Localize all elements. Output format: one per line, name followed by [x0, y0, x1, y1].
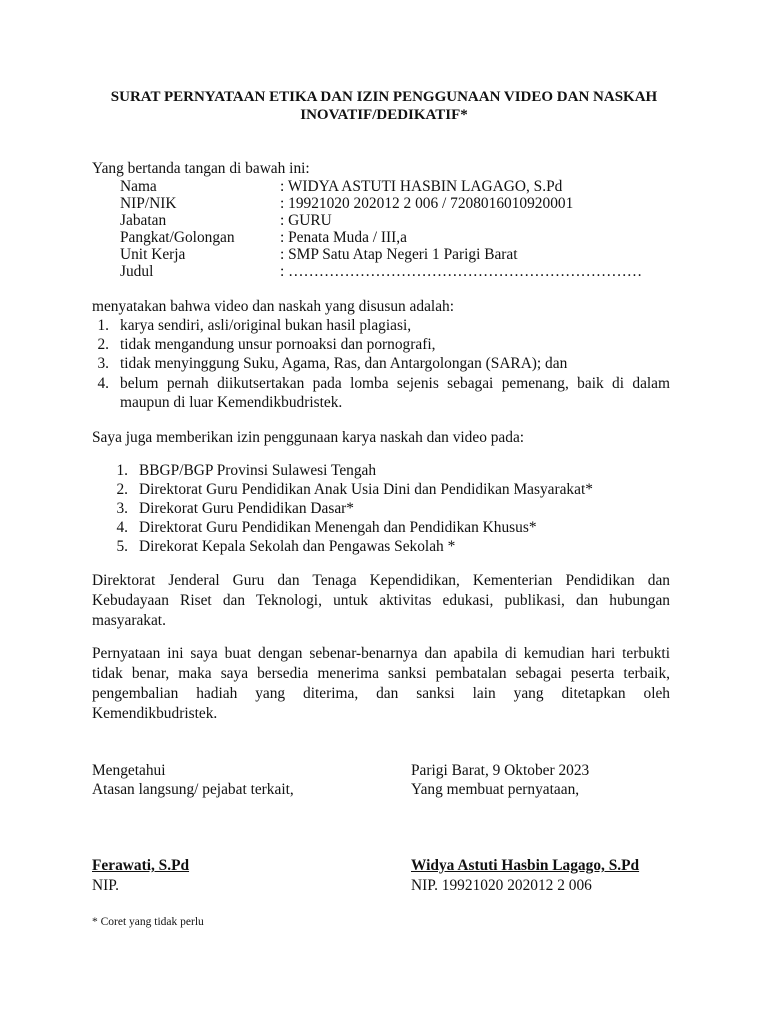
statement-item: tidak menyinggung Suku, Agama, Ras, dan Antargolongan (SARA); dan [120, 355, 568, 372]
recipient-item: Direkorat Guru Pendidikan Dasar* [139, 500, 354, 517]
statement-item-line-1: belum pernah diikutsertakan pada lomba sejenis sebagai pemenang, baik di dalam [120, 375, 670, 392]
recipient-item: BBGP/BGP Provinsi Sulawesi Tengah [139, 462, 377, 479]
statement-item-line-2: maupun di luar Kemendikbudristek. [120, 394, 343, 411]
identity-label-nama: Nama [120, 178, 157, 195]
paragraph-line: Kemendikbudristek. [92, 705, 218, 722]
identity-value-nip: : 19921020 202012 2 006 / 7208016010920001 [280, 195, 574, 212]
identity-value-jabatan: : GURU [280, 212, 332, 229]
statement-item: karya sendiri, asli/original bukan hasil plagiasi, [120, 317, 412, 334]
document-title [80, 88, 688, 124]
statement-number: 4. [97, 375, 109, 392]
recipient-number: 2. [116, 481, 128, 498]
signature-right-heading-1: Parigi Barat, 9 Oktober 2023 [411, 762, 590, 779]
paragraph-line: Direktorat Jenderal Guru dan Tenaga Kependidikan, Kementerian Pendidikan dan [92, 572, 670, 589]
identity-value-nama: : WIDYA ASTUTI HASBIN LAGAGO, S.Pd [280, 178, 563, 195]
identity-value-judul: : …………………………………………………………… [280, 263, 643, 280]
signature-left-name: Ferawati, S.Pd [92, 857, 190, 874]
identity-label-nip: NIP/NIK [120, 195, 177, 212]
statement-intro: menyatakan bahwa video dan naskah yang disusun adalah: [92, 298, 454, 315]
recipient-number: 1. [116, 462, 128, 479]
paragraph-line: Pernyataan ini saya buat dengan sebenar-benarnya dan apabila di kemudian hari terbukti [92, 645, 670, 662]
signature-left-nip: NIP. [92, 877, 119, 894]
permission-intro: Saya juga memberikan izin penggunaan karya naskah dan video pada: [92, 429, 525, 446]
signature-left-heading-1: Mengetahui [92, 762, 166, 779]
recipient-number: 5. [116, 538, 128, 555]
paragraph-line: Kebudayaan Riset dan Teknologi, untuk aktivitas edukasi, publikasi, dan hubungan [92, 592, 670, 609]
identity-label-unit: Unit Kerja [120, 246, 186, 263]
statement-number: 2. [97, 336, 109, 353]
identity-value-pangkat: : Penata Muda / III,a [280, 229, 407, 246]
signature-right-nip: NIP. 19921020 202012 2 006 [411, 877, 592, 894]
recipient-number: 4. [116, 519, 128, 536]
title-line-2: INOVATIF/DEDIKATIF* [300, 107, 468, 123]
signature-right-name: Widya Astuti Hasbin Lagago, S.Pd [411, 857, 640, 874]
identity-label-pangkat: Pangkat/Golongan [120, 229, 235, 246]
paragraph-line: pengembalian hadiah yang diterima, dan sanksi lain yang ditetapkan oleh [92, 685, 670, 702]
statement-item: tidak mengandung unsur pornoaksi dan pornografi, [120, 336, 436, 353]
intro-text: Yang bertanda tangan di bawah ini: [92, 160, 310, 177]
statement-number: 1. [97, 317, 109, 334]
recipient-number: 3. [116, 500, 128, 517]
footnote: * Coret yang tidak perlu [92, 916, 204, 928]
identity-label-judul: Judul [120, 263, 154, 280]
paragraph-line: tidak benar, maka saya bersedia menerima sanksi pembatalan sebagai peserta terbaik, [92, 665, 670, 682]
identity-label-jabatan: Jabatan [120, 212, 167, 229]
statement-number: 3. [97, 355, 109, 372]
identity-value-unit: : SMP Satu Atap Negeri 1 Parigi Barat [280, 246, 518, 263]
signature-right-heading-2: Yang membuat pernyataan, [411, 781, 580, 798]
recipient-item: Direktorat Guru Pendidikan Menengah dan Pendidikan Khusus* [139, 519, 537, 536]
signature-left-heading-2: Atasan langsung/ pejabat terkait, [92, 781, 294, 798]
recipient-item: Direktorat Guru Pendidikan Anak Usia Dini dan Pendidikan Masyarakat* [139, 481, 593, 498]
paragraph-line: masyarakat. [92, 612, 166, 629]
title-line-1: SURAT PERNYATAAN ETIKA DAN IZIN PENGGUNAAN VIDEO DAN NASKAH [110, 89, 658, 105]
recipient-item: Direkorat Kepala Sekolah dan Pengawas Sekolah * [139, 538, 456, 555]
